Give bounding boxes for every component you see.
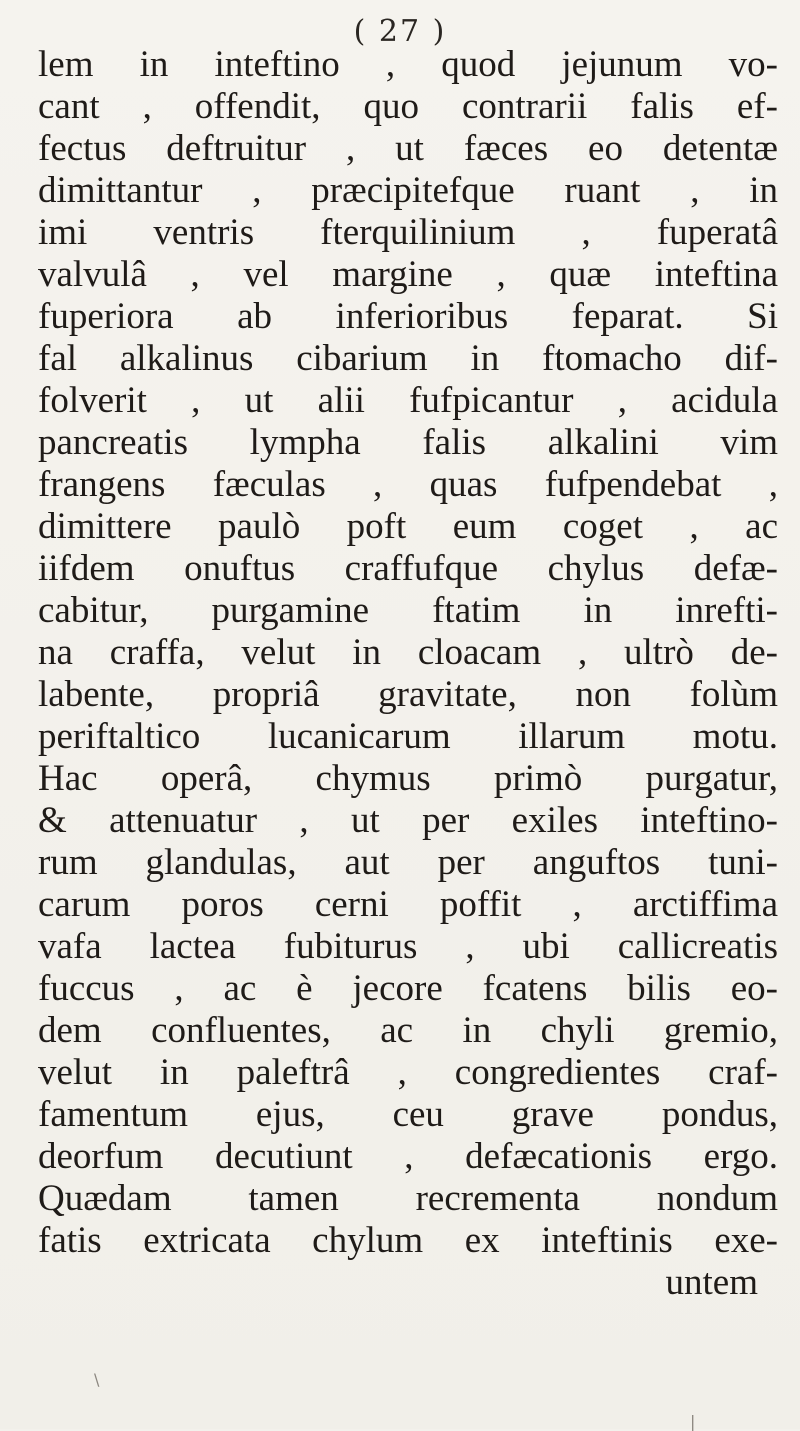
text-line: cabitur, purgamine ftatim in inrefti-	[38, 590, 778, 631]
body-text	[38, 44, 778, 1304]
text-line: fatis extricata chylum ex inteftinis exe-	[38, 1220, 778, 1261]
text-line: carum poros cerni poffit , arctiffima	[38, 884, 778, 925]
text-line: dimittantur , præcipitefque ruant , in	[38, 170, 778, 211]
text-line: rum glandulas, aut per anguftos tuni-	[38, 842, 778, 883]
text-line: velut in paleftrâ , congredientes craf-	[38, 1052, 778, 1093]
text-line: dem confluentes, ac in chyli gremio,	[38, 1010, 778, 1051]
text-line: na craffa, velut in cloacam , ultrò de-	[38, 632, 778, 673]
text-line: fuperiora ab inferioribus feparat. Si	[38, 296, 778, 337]
text-line: imi ventris fterquilinium , fuperatâ	[38, 212, 778, 253]
paper-speck: |	[690, 1412, 696, 1431]
text-line: iifdem onuftus craffufque chylus defæ-	[38, 548, 778, 589]
text-line: dimittere paulò poft eum coget , ac	[38, 506, 778, 547]
text-line: fuccus , ac è jecore fcatens bilis eo-	[38, 968, 778, 1009]
text-line: valvulâ , vel margine , quæ inteftina	[38, 254, 778, 295]
text-line: folverit , ut alii fufpicantur , acidula	[38, 380, 778, 421]
text-line: Hac operâ, chymus primò purgatur,	[38, 758, 778, 799]
text-line: periftaltico lucanicarum illarum motu.	[38, 716, 778, 757]
page-number: ( 27 )	[353, 14, 447, 49]
text-line: famentum ejus, ceu grave pondus,	[38, 1094, 778, 1135]
text-line: Quædam tamen recrementa nondum	[38, 1178, 778, 1219]
text-line: cant , offendit, quo contrarii falis ef-	[38, 86, 778, 127]
text-line: fal alkalinus cibarium in ftomacho dif-	[38, 338, 778, 379]
text-line: deorfum decutiunt , defæcationis ergo.	[38, 1136, 778, 1177]
text-line: labente, propriâ gravitate, non folùm	[38, 674, 778, 715]
text-line: frangens fæculas , quas fufpendebat ,	[38, 464, 778, 505]
text-line: vafa lactea fubiturus , ubi callicreatis	[38, 926, 778, 967]
text-line: & attenuatur , ut per exiles inteftino-	[38, 800, 778, 841]
text-line: pancreatis lympha falis alkalini vim	[38, 422, 778, 463]
text-line: fectus deftruitur , ut fæces eo detentæ	[38, 128, 778, 169]
text-line: lem in inteftino , quod jejunum vo-	[38, 44, 778, 85]
paper-speck: \	[94, 1370, 100, 1389]
catchword: untem	[665, 1262, 758, 1303]
